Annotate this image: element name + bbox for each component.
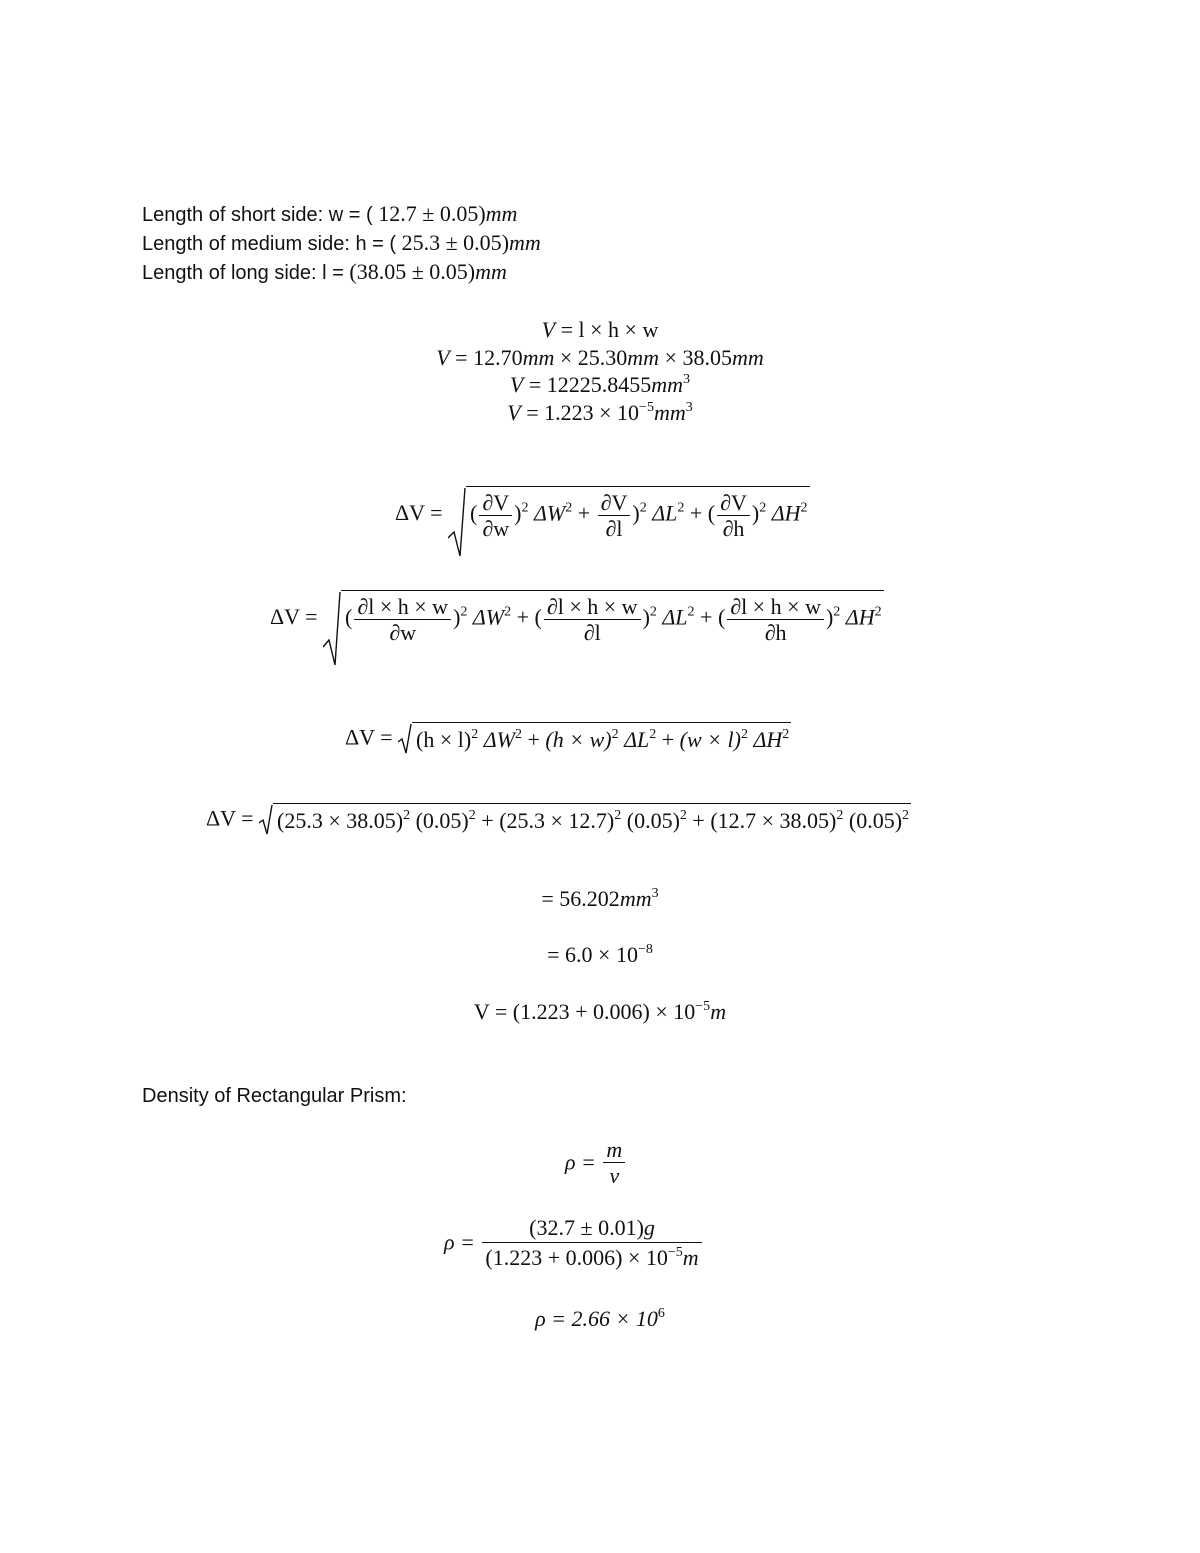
long-side-label: Length of long side: l = bbox=[142, 262, 350, 284]
uncertainty-scientific: = $6.0 \times 10^{-8}$ bbox=[547, 942, 653, 967]
volume-formula: V = l × h × w bbox=[541, 317, 659, 342]
sqrt-symbol: ( $\frac{\partial l \times h \times w}{\partial w}$ )$^2$ $\Delta W^2$ + ( $\frac{\partial l \times h \times w}{\partial l}$ )$^2$ $\Delta L^2$ + ( $\frac{\partial l \times h \times w}{\partial h}$ )$^2$ $\Delta H^2$ bbox=[323, 590, 884, 644]
uncertainty-formula-simplified: ΔV = $(h \times l)^2$ $\Delta W^2 + (h \times w)^2$ $\Delta L^2 + (w \times l)^2$ $\Delta H^2$ bbox=[345, 722, 791, 753]
sqrt-symbol: $(h \times l)^2$ $\Delta W^2 + (h \times w)^2$ $\Delta L^2 + (w \times l)^2$ $\Delta H^2$ bbox=[398, 722, 791, 753]
sqrt-symbol: $(25.3 \times 38.05)^2$ $(0.05)^2 + (25.3 \times 12.7)^2$ $(0.05)^2 + (12.7 \times 38.05)^2$ $(0.05)^2$ bbox=[259, 803, 911, 834]
volume-final: $V = (1.223 + 0.006) \times 10^{-5}m$ bbox=[473, 999, 727, 1024]
short-side-value: 12.7 ± 0.05)mm bbox=[378, 201, 518, 226]
short-side-line bbox=[142, 201, 517, 227]
uncertainty-formula-partials: ΔV = ( $\frac{\partial V}{\partial w}$ )$^2$ $\Delta W^2$ + $\frac{\partial V}{\partial l}$ )$^2$ $\Delta L^2$ + ( $\frac{\partial V}{\partial h}$ )$^2$ $\Delta H^2$ bbox=[395, 486, 810, 540]
long-side-line bbox=[142, 259, 507, 285]
density-result: $\rho = 2.66 \times 10^6$ bbox=[535, 1306, 665, 1331]
volume-result: $V = 12225.8455mm^3$ bbox=[509, 372, 691, 397]
volume-scientific: $V = 1.223 \times 10^{-5}mm^3$ bbox=[507, 400, 693, 425]
density-substitution: ρ = $\frac{(32.7 \pm 0.01)g}{(1.223 + 0.006) \times 10^{-5}m}$ bbox=[444, 1216, 704, 1269]
uncertainty-numeric: ΔV = $(25.3 \times 38.05)^2$ $(0.05)^2 + (25.3 \times 12.7)^2$ $(0.05)^2 + (12.7 \times 38.05)^2$ $(0.05)^2$ bbox=[206, 803, 911, 834]
density-heading: Density of Rectangular Prism: bbox=[142, 1085, 407, 1107]
volume-substitution: V = 12.70mm × 25.30mm × 38.05mm bbox=[436, 345, 764, 370]
sqrt-symbol: ( $\frac{\partial V}{\partial w}$ )$^2$ $\Delta W^2$ + $\frac{\partial V}{\partial l}$ )$^2$ $\Delta L^2$ + ( $\frac{\partial V}{\partial h}$ )$^2$ $\Delta H^2$ bbox=[448, 486, 809, 540]
short-side-label: Length of short side: w = ( bbox=[142, 204, 373, 226]
uncertainty-formula-expanded: ΔV = ( $\frac{\partial l \times h \times w}{\partial w}$ )$^2$ $\Delta W^2$ + ( $\frac{\partial l \times h \times w}{\partial l}$ )$^2$ $\Delta L^2$ + ( $\frac{\partial l \times h \times w}{\partial h}$ )$^2$ $\Delta H^2$ bbox=[270, 590, 884, 644]
medium-side-line bbox=[142, 230, 541, 256]
uncertainty-result: = $56.202mm^3$ bbox=[541, 886, 659, 911]
density-formula: ρ = $\frac{m}{v}$ bbox=[565, 1138, 627, 1187]
medium-side-label: Length of medium side: h = ( bbox=[142, 233, 397, 255]
medium-side-value: 25.3 ± 0.05)mm bbox=[401, 230, 541, 255]
long-side-value: (38.05 ± 0.05)mm bbox=[349, 259, 507, 284]
